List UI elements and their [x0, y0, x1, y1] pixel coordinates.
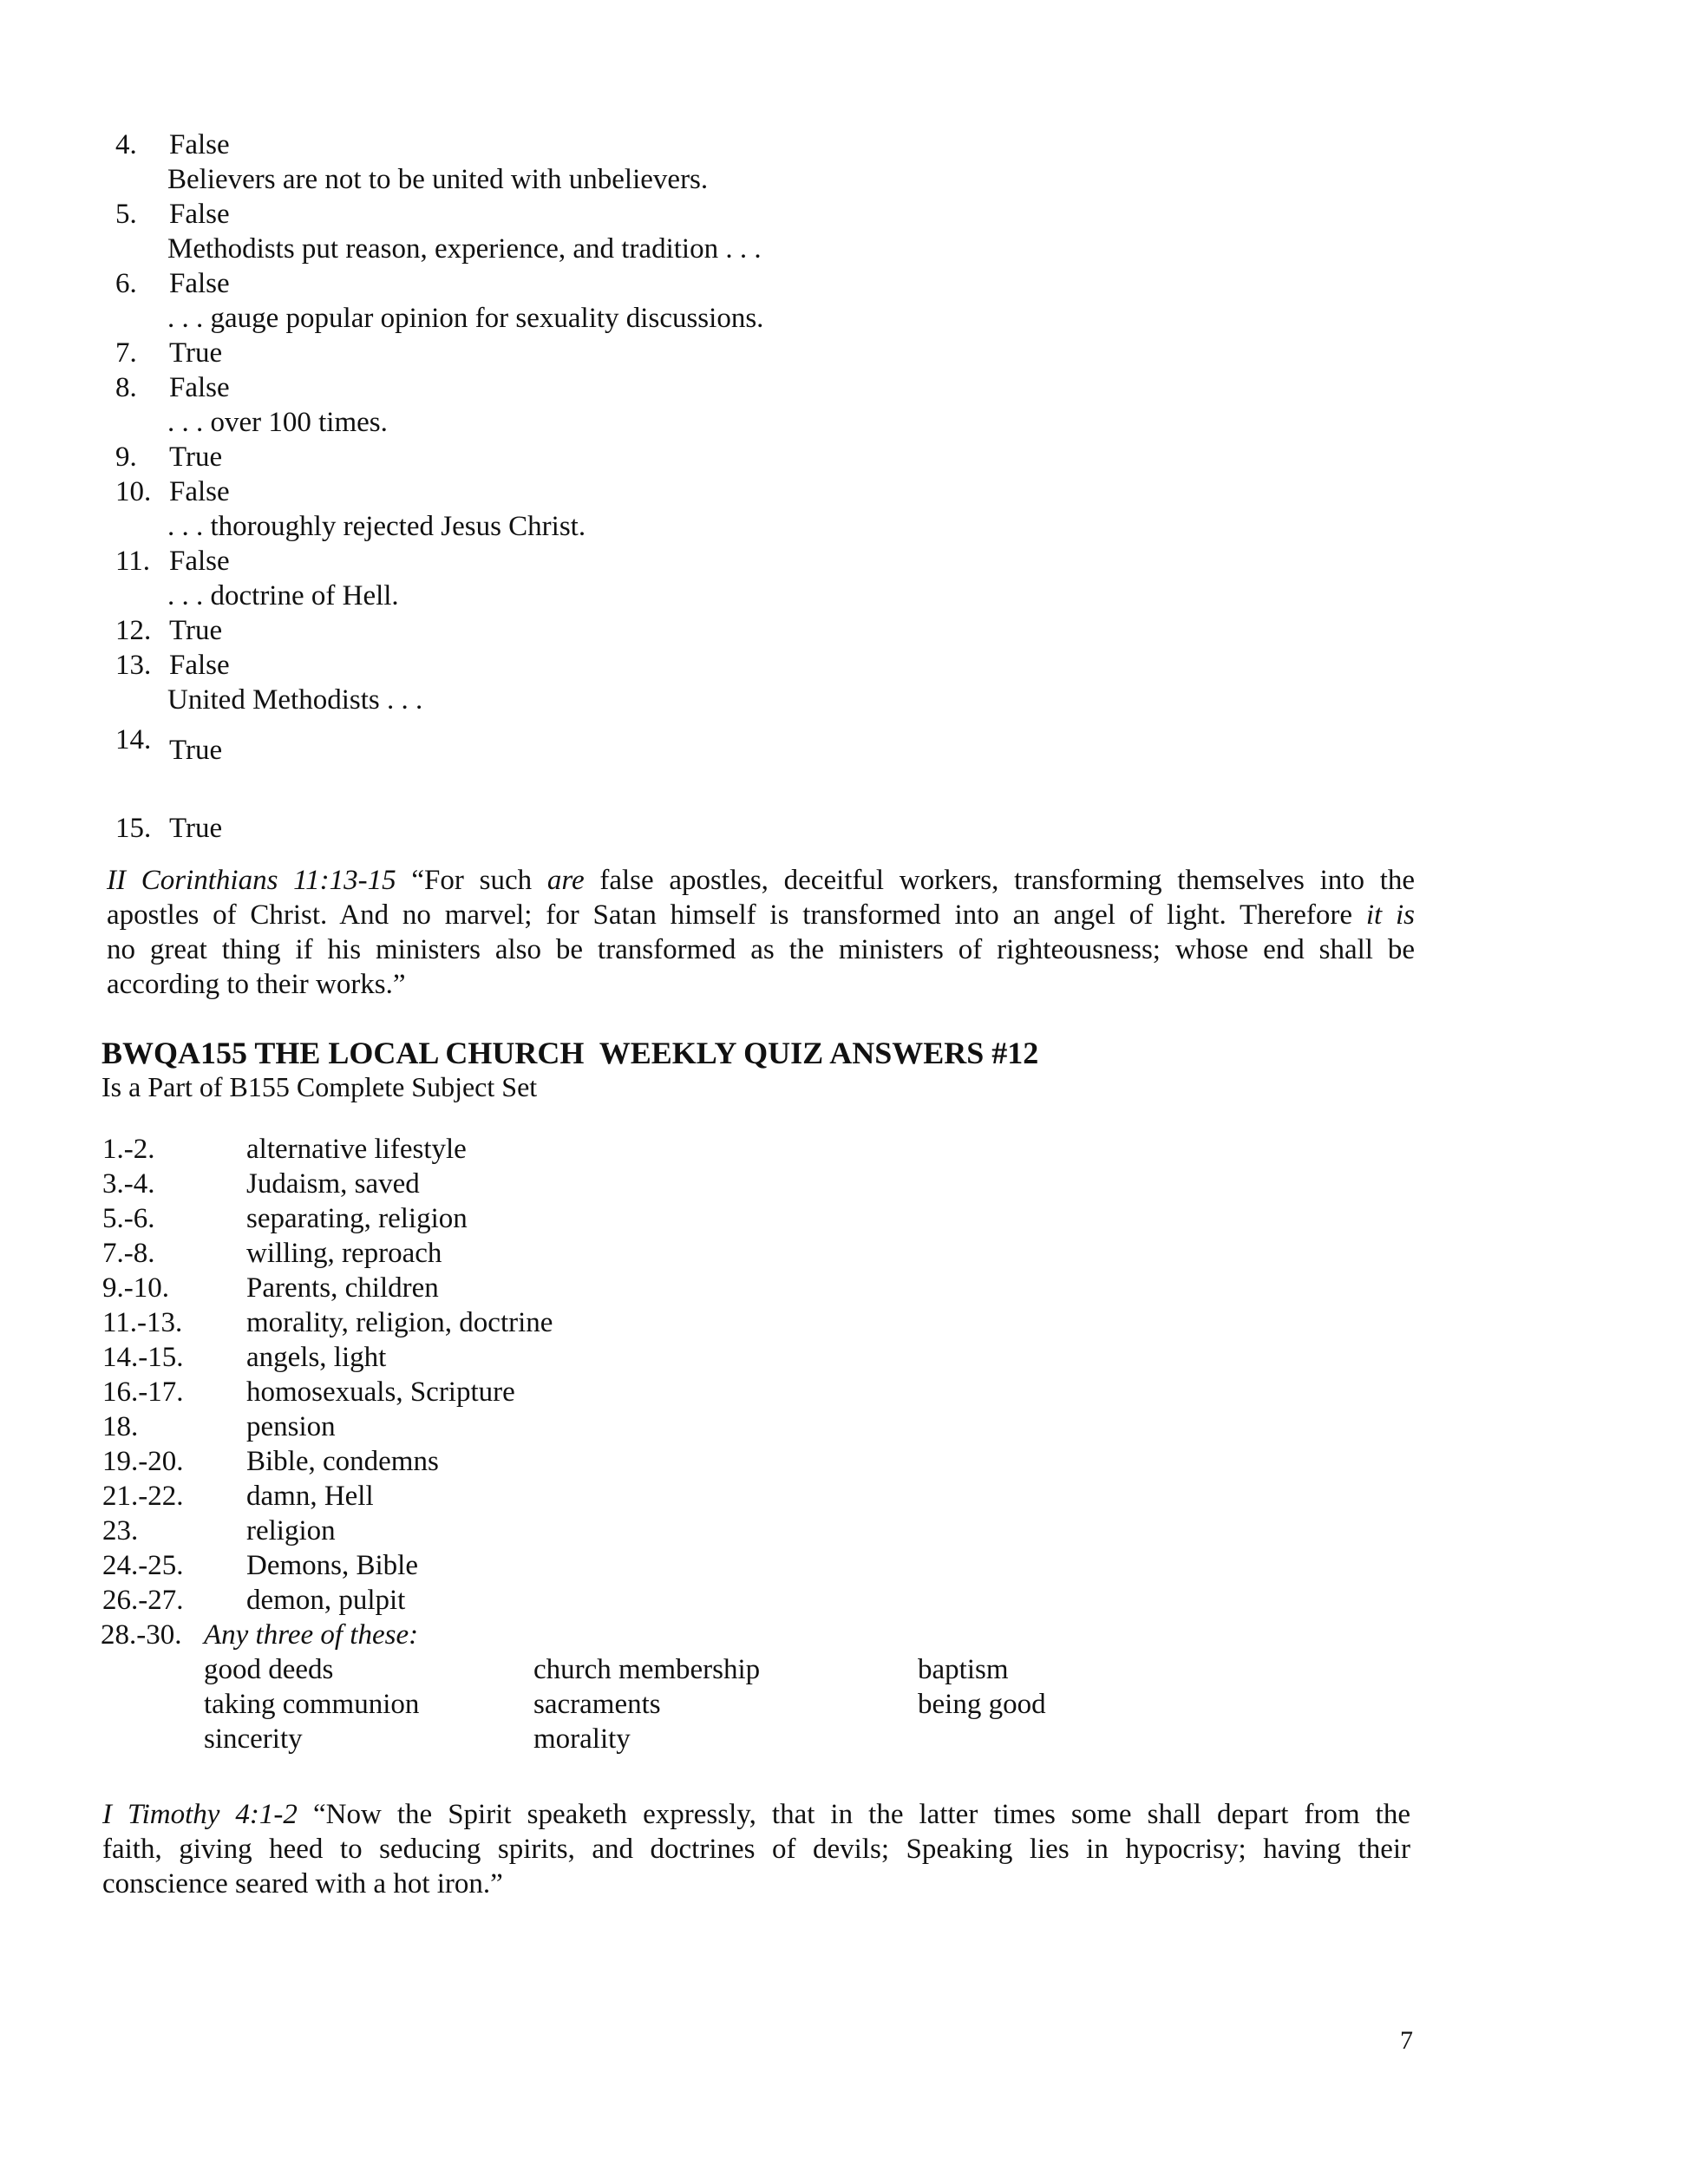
- verse-text: according to their works.”: [107, 969, 406, 1000]
- answer-value: Bible, condemns: [246, 1446, 439, 1477]
- verse-text: false apostles, deceitful workers, transforming themselves into the: [584, 865, 1416, 896]
- answer-number: 15.: [115, 813, 152, 844]
- answer-value: False: [169, 372, 230, 403]
- answer-number: 18.: [102, 1411, 139, 1442]
- answer-number: 21.-22.: [102, 1481, 184, 1512]
- verse-line: [102, 1797, 1410, 1832]
- answer-value: Judaism, saved: [246, 1168, 420, 1200]
- answer-explanation: . . . gauge popular opinion for sexuality discussions.: [167, 303, 764, 334]
- answer-value: False: [169, 199, 230, 230]
- verse-line: [107, 898, 1415, 932]
- answer-value: Demons, Bible: [246, 1550, 418, 1581]
- answer-explanation: . . . over 100 times.: [167, 407, 388, 438]
- answer-number: 16.-17.: [102, 1376, 184, 1408]
- answer-number: 13.: [115, 650, 152, 681]
- answer-value: homosexuals, Scripture: [246, 1376, 515, 1408]
- option-item: morality: [533, 1723, 631, 1755]
- verse-line: [102, 1867, 1410, 1901]
- answer-explanation: . . . thoroughly rejected Jesus Christ.: [167, 511, 586, 542]
- option-item: sacraments: [533, 1689, 661, 1720]
- answer-number: 23.: [102, 1515, 139, 1546]
- verse-reference: I Timothy 4:1-2: [102, 1799, 298, 1830]
- option-item: baptism: [918, 1654, 1009, 1685]
- answer-number: 5.: [115, 199, 137, 230]
- answer-number: 10.: [115, 476, 152, 507]
- answer-number: 5.-6.: [102, 1203, 155, 1234]
- verse-line: [107, 967, 1415, 1002]
- answer-value: separating, religion: [246, 1203, 468, 1234]
- answer-number: 7.: [115, 337, 137, 369]
- verse-emphasis: it is: [1365, 899, 1415, 931]
- verse-line: [107, 863, 1415, 898]
- answer-number: 1.-2.: [102, 1134, 155, 1165]
- answer-number: 24.-25.: [102, 1550, 184, 1581]
- option-item: sincerity: [204, 1723, 303, 1755]
- answer-value: angels, light: [246, 1342, 387, 1373]
- verse-text: “Now the Spirit speaketh expressly, that in the latter times some shall depart from the: [312, 1799, 1410, 1830]
- page-number: 7: [1400, 2026, 1413, 2055]
- verse-text: “For such: [411, 865, 547, 896]
- answer-number: 9.: [115, 441, 137, 473]
- answer-number: 3.-4.: [102, 1168, 155, 1200]
- verse-text: faith, giving heed to seducing spirits, and doctrines of devils; Speaking lies in hypocrisy; having their: [102, 1834, 1410, 1865]
- answer-number: 4.: [115, 129, 137, 160]
- answer-value: Parents, children: [246, 1272, 439, 1304]
- answer-value: morality, religion, doctrine: [246, 1307, 553, 1338]
- verse-emphasis: are: [546, 865, 585, 896]
- answer-value: True: [169, 615, 223, 646]
- answer-value: pension: [246, 1411, 336, 1442]
- verse-line: [102, 1832, 1410, 1867]
- verse-reference: II Corinthians 11:13-15: [107, 865, 396, 896]
- answer-value: False: [169, 476, 230, 507]
- answer-number: 19.-20.: [102, 1446, 184, 1477]
- answer-value: True: [169, 441, 223, 473]
- answer-number: 11.-13.: [102, 1307, 183, 1338]
- answer-number: 6.: [115, 268, 137, 299]
- section-subtitle: Is a Part of B155 Complete Subject Set: [101, 1071, 538, 1102]
- answer-number: 9.-10.: [102, 1272, 169, 1304]
- verse-text: no great thing if his ministers also be transformed as the ministers of righteousness; whose end shall be: [107, 934, 1415, 965]
- option-item: good deeds: [204, 1654, 334, 1685]
- section-title: BWQA155 THE LOCAL CHURCH WEEKLY QUIZ ANSWERS #12: [101, 1036, 1039, 1070]
- answer-value: True: [169, 813, 223, 844]
- verse-line: [107, 932, 1415, 967]
- answer-explanation: United Methodists . . .: [167, 684, 423, 716]
- answer-value: False: [169, 546, 230, 577]
- answer-value: damn, Hell: [246, 1481, 374, 1512]
- answer-number: 11.: [115, 546, 151, 577]
- answer-value: demon, pulpit: [246, 1585, 406, 1616]
- any-three-label: Any three of these:: [204, 1619, 419, 1651]
- answer-value: False: [169, 650, 230, 681]
- option-item: being good: [918, 1689, 1046, 1720]
- answer-explanation: Believers are not to be united with unbelievers.: [167, 164, 709, 195]
- answer-number: 8.: [115, 372, 137, 403]
- answer-number: 14.-15.: [102, 1342, 184, 1373]
- answer-value: True: [169, 735, 223, 766]
- answer-value: True: [169, 337, 223, 369]
- answer-number: 28.-30.: [101, 1619, 182, 1651]
- answer-number: 12.: [115, 615, 152, 646]
- answer-number: 26.-27.: [102, 1585, 184, 1616]
- answer-number: 7.-8.: [102, 1238, 155, 1269]
- verse-text: conscience seared with a hot iron.”: [102, 1868, 503, 1900]
- option-item: taking communion: [204, 1689, 420, 1720]
- answer-value: False: [169, 268, 230, 299]
- answer-explanation: . . . doctrine of Hell.: [167, 580, 399, 611]
- answer-value: religion: [246, 1515, 336, 1546]
- answer-value: alternative lifestyle: [246, 1134, 467, 1165]
- answer-value: willing, reproach: [246, 1238, 442, 1269]
- answer-value: False: [169, 129, 230, 160]
- option-item: church membership: [533, 1654, 761, 1685]
- answer-number: 14.: [115, 724, 152, 755]
- verse-text: apostles of Christ. And no marvel; for Satan himself is transformed into an angel of light. Therefore: [107, 899, 1366, 931]
- answer-explanation: Methodists put reason, experience, and tradition . . .: [167, 233, 762, 265]
